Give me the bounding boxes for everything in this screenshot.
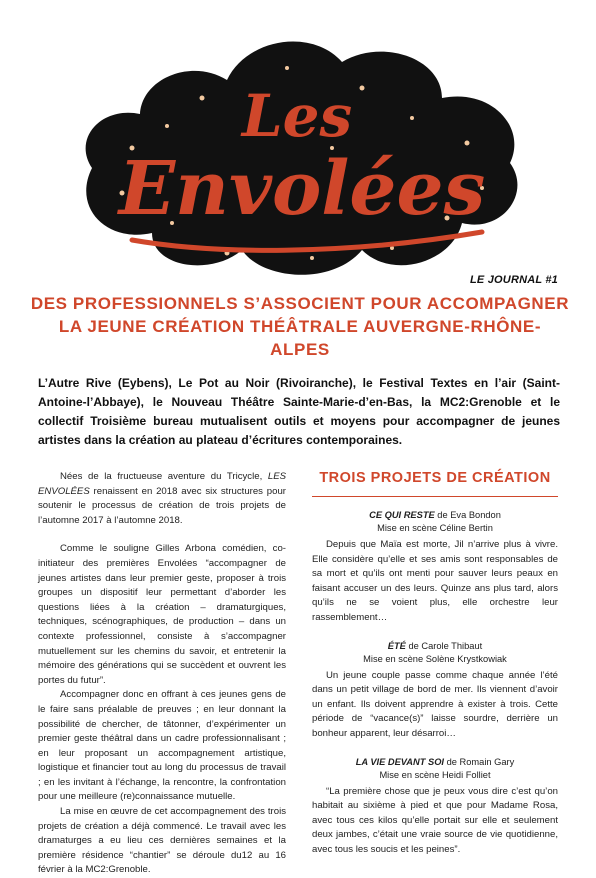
project-title: CE QUI RESTE — [369, 510, 435, 520]
project-title-line — [312, 509, 558, 522]
project-title: LA VIE DEVANT SOI — [355, 756, 445, 767]
project-author: de Carole Thibaut — [405, 640, 483, 651]
main-headline — [30, 292, 570, 361]
project-director: Mise en scène Heidi Folliet — [379, 769, 491, 780]
left-column — [38, 470, 286, 878]
logo-graphic — [62, 18, 532, 290]
projects-section-title: TROIS PROJETS DE CRÉATION — [319, 470, 551, 486]
right-column — [312, 470, 558, 872]
project-title: ÉTÉ — [387, 640, 406, 651]
headline-line-1: DES PROFESSIONNELS S’ASSOCIENT POUR ACCOMPAGNER — [30, 294, 570, 313]
project-synopsis: Depuis que Maïa est morte, Jil n’arrive plus à vivre. Elle considère qu’elle et ses amis sont responsables de sa mort et qu’ils ont menti pour sauver leurs peaux en faisant accuser un des leurs. Quinze ans plus tard, alors qu’ils ne se voient plus, elle orchestre leur rassemblement… — [312, 539, 558, 623]
project-item — [312, 756, 558, 858]
section-rule — [312, 496, 558, 497]
support-paragraph: Accompagner donc en offrant à ces jeunes gens de le faire sans préalable de preuves ; en leur donnant la possibilité de chercher, de tâtonner, d’expérimenter un premier geste théâtral dans un cadre professionnalisant ; en leur proposant un accompagnement artistique, logistique et financier tout au long du processus de travail ; en les invitant à l’échange, la rencontre, la confrontation pour une meilleure (re)connaissance mutuelle. — [38, 689, 286, 803]
project-director: Mise en scène Solène Krystkowiak — [363, 653, 507, 664]
project-item — [312, 640, 558, 742]
intro-text-italic: LES ENVOLÉES — [38, 471, 286, 497]
logo-text-les: Les — [241, 82, 353, 150]
project-synopsis: Un jeune couple passe comme chaque année l’été dans un petit village de bord de mer. Ils viennent d’avoir un enfant. Ils doivent apprendre à exister à trois. Cette période de “vacance(s)” laisse sourdre, derrière un bonheur apparent, leur désarroi… — [312, 669, 558, 739]
project-synopsis: “La première chose que je peux vous dire c’est qu’on habitait au sixième à pied et que pour Madame Rosa, avec tous ces kilos qu’elle portait sur elle et seulement deux jambes, c’était une vraie source de vie quotidienne, avec tous les soucis et les peines”. — [312, 785, 558, 855]
quote-paragraph: Comme le souligne Gilles Arbona comédien, co-initiateur des premières Envolées “accompagner de jeunes artistes dans leur premier geste, proposer à trois groupes un dispositif leur permettant d’aborder les questions liées à la création – dramaturgiques, techniques, scénographiques, de production – dans un contexte professionnel, consiste à s’accompagner mutuellement sur les chemins du savoir, et entretenir la mémoire des générations qui se succèdent et ouvrent les portes du futur”. — [38, 543, 286, 686]
intro-text-end: renaissent en 2018 avec six structures pour soutenir le processus de création de trois projets de l’automne 2017 à l’automne 2018. — [38, 485, 286, 526]
headline-line-2: LA JEUNE CRÉATION THÉÂTRALE AUVERGNE-RHÔNE-ALPES — [58, 317, 542, 359]
issue-label: LE JOURNAL #1 — [470, 274, 558, 286]
lead-paragraph: L’Autre Rive (Eybens), Le Pot au Noir (Rivoiranche), le Festival Textes en l’air (Saint-Antoine-l’Abbaye), le Nouveau Théâtre Sainte-Marie-d’en-Bas, la MC2:Grenoble et le collectif Troisième bureau mutualisent outils et moyens pour accompagner de jeunes artistes dans la création au plateau d’écritures contemporaines. — [38, 376, 560, 447]
project-title-line — [312, 640, 558, 653]
intro-paragraph — [38, 470, 286, 528]
project-author: de Romain Gary — [444, 756, 515, 767]
project-item — [312, 509, 558, 626]
masthead-logo — [62, 18, 532, 290]
logo-text-envolees: Envolées — [118, 146, 486, 232]
project-title-line — [312, 756, 558, 769]
project-director: Mise en scène Céline Bertin — [377, 523, 493, 533]
progress-paragraph: La mise en œuvre de cet accompagnement des trois projets de création a déjà commencé. Le travail avec les dramaturges a eu lieu ces dernières semaines et la première résidence “chantier” se déroule du12 au 16 février à la MC2:Grenoble. — [38, 806, 286, 876]
intro-text-start: Nées de la fructueuse aventure du Tricycle, — [60, 471, 268, 482]
project-author: de Eva Bondon — [434, 510, 501, 520]
